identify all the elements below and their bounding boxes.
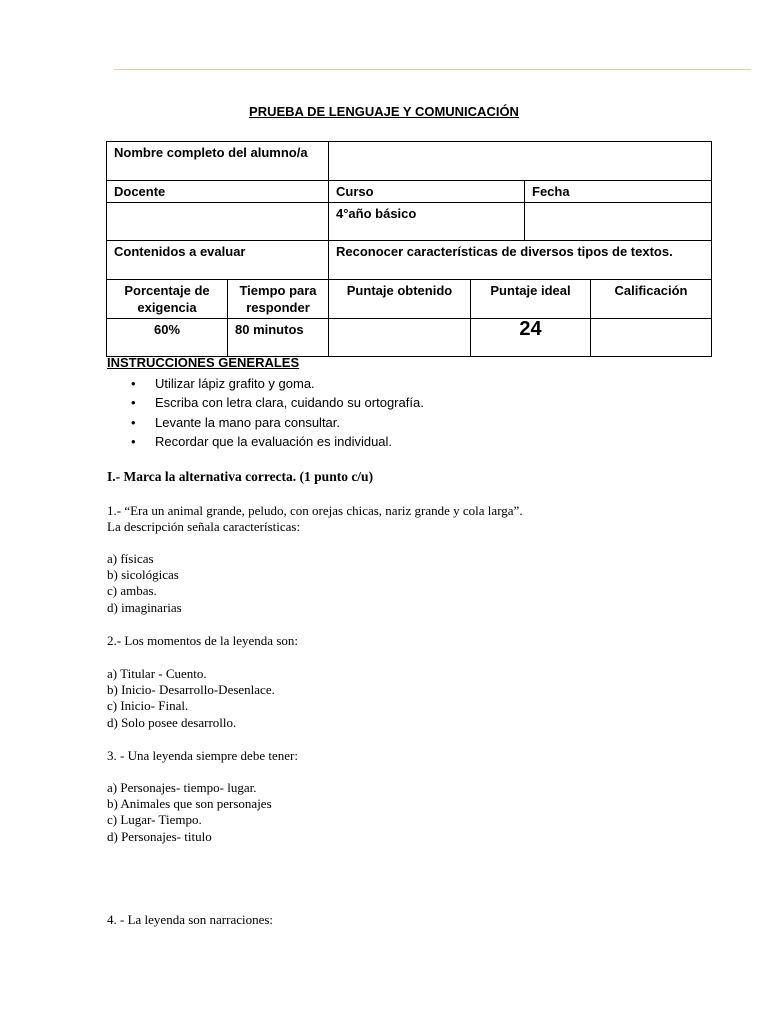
option: a) Personajes- tiempo- lugar. [107,780,257,795]
time-label: Tiempo para responder [228,280,329,319]
student-name-field[interactable] [329,142,712,181]
section-title: I.- Marca la alternativa correcta. (1 punto c/u) [107,469,374,484]
question-4: 4. - La leyenda son narraciones: [107,912,274,927]
question-2-options [107,666,275,731]
option: c) Lugar- Tiempo. [107,812,202,828]
option: b) sicológicas [107,567,179,583]
list-item [107,432,424,451]
question-text: La descripción señala características: [107,519,301,534]
option: d) imaginarias [107,599,182,615]
instructions-title: INSTRUCCIONES GENERALES [107,355,300,370]
score-obtained-field[interactable] [329,319,471,357]
question-3-options [107,780,272,845]
header-rule [114,69,751,70]
instruction-text: Utilizar lápiz grafito y goma. [155,376,315,391]
option: b) Inicio- Desarrollo-Desenlace. [107,682,275,698]
option: a) físicas [107,551,154,566]
bullet-icon: • [131,395,136,411]
bullet-icon: • [131,376,136,391]
instruction-text: Levante la mano para consultar. [155,414,341,430]
list-item [107,413,424,432]
grade-field[interactable] [591,319,712,357]
option: a) Titular - Cuento. [107,666,207,681]
bullet-icon: • [131,414,136,430]
page-title: PRUEBA DE LENGUAJE Y COMUNICACIÓN [249,104,519,119]
ideal-score-label: Puntaje ideal [471,280,591,319]
list-item [107,374,424,393]
instructions-list [107,374,424,451]
time-value: 80 minutos [228,319,329,357]
question-2: 2.- Los momentos de la leyenda son: [107,633,298,648]
question-text: 1.- “Era un animal grande, peludo, con orejas chicas, nariz grande y cola larga”. [107,503,523,518]
ideal-score-value: 24 [471,319,591,357]
student-info-table [106,141,712,357]
question-3: 3. - Una leyenda siempre debe tener: [107,748,298,763]
course-value: 4°año básico [329,203,525,241]
date-field[interactable] [525,203,712,241]
grade-label: Calificación [591,280,712,319]
course-label: Curso [329,181,525,203]
question-1 [107,503,523,535]
option: b) Animales que son personajes [107,796,272,812]
score-obtained-label: Puntaje obtenido [329,280,471,319]
list-item [107,393,424,412]
requirement-value: 60% [107,319,228,357]
contents-value: Reconocer características de diversos tipos de textos. [329,241,712,280]
instruction-text: Recordar que la evaluación es individual. [155,433,393,449]
requirement-label: Porcentaje de exigencia [107,280,228,319]
option: c) ambas. [107,583,157,599]
teacher-field[interactable] [107,203,329,241]
contents-label: Contenidos a evaluar [107,241,329,280]
instruction-text: Escriba con letra clara, cuidando su ortografía. [155,395,424,411]
option: d) Personajes- titulo [107,828,212,844]
student-name-label: Nombre completo del alumno/a [107,142,329,181]
option: c) Inicio- Final. [107,698,189,714]
bullet-icon: • [131,433,136,449]
teacher-label: Docente [107,181,329,203]
option: d) Solo posee desarrollo. [107,714,237,730]
date-label: Fecha [525,181,712,203]
question-1-options [107,551,182,616]
